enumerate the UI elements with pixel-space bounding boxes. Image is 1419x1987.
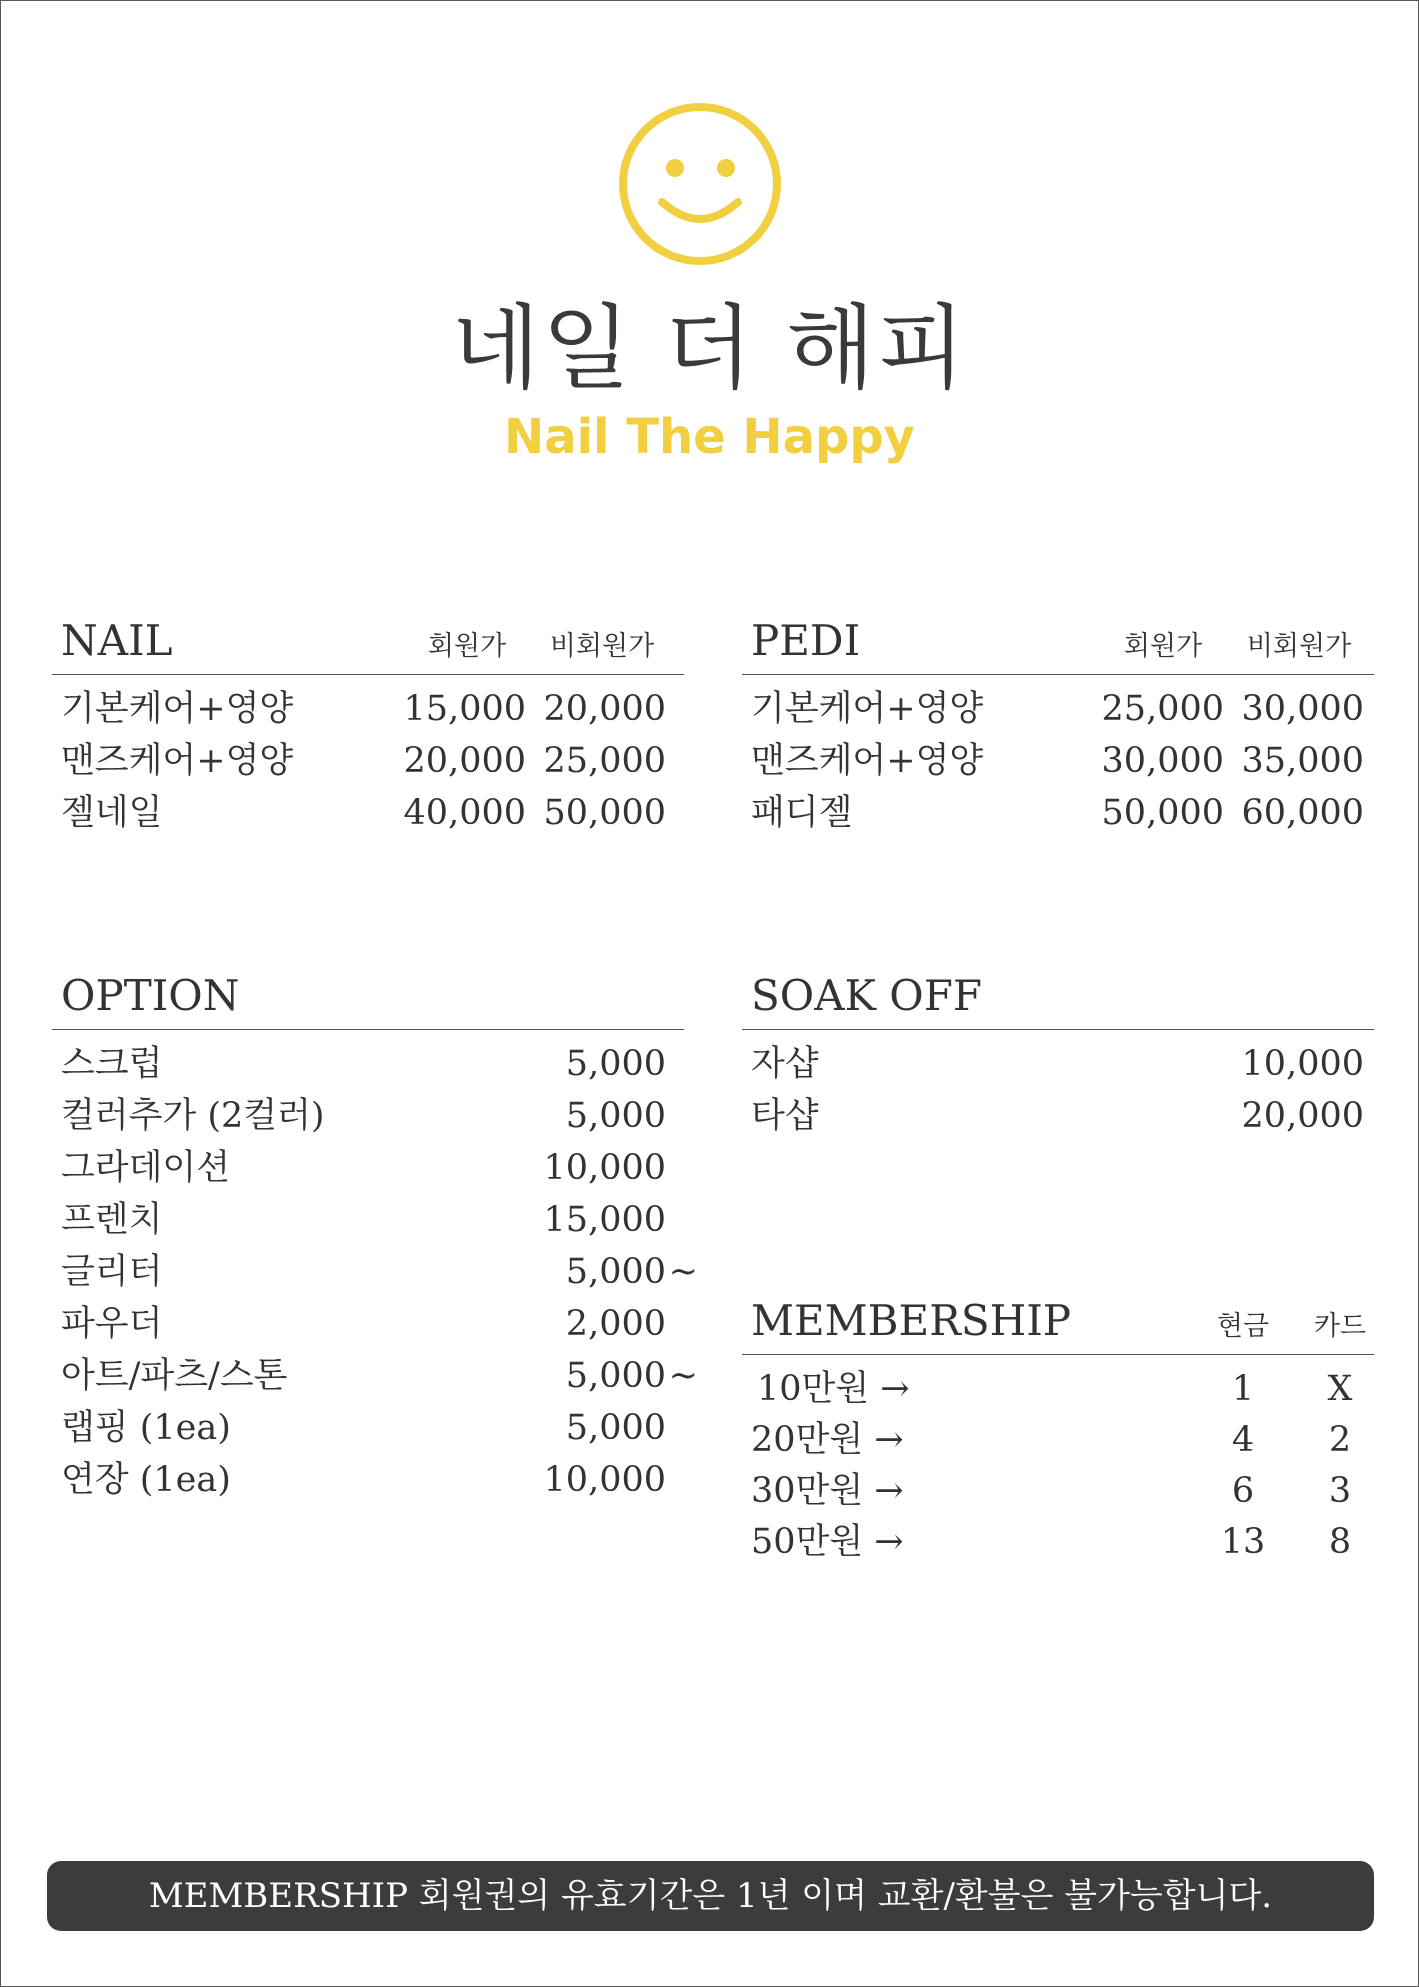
section-title: PEDI xyxy=(751,616,861,665)
service-name: 패디젤 xyxy=(751,793,853,833)
price: 10,000 xyxy=(543,1148,666,1188)
section-title: MEMBERSHIP xyxy=(751,1296,1072,1345)
pedi-section xyxy=(742,616,1374,839)
membership-amount: 50만원 → xyxy=(751,1522,904,1562)
price-row xyxy=(52,735,684,787)
shop-title-english: Nail The Happy xyxy=(504,409,915,465)
non-member-price-header: 비회원가 xyxy=(1246,631,1352,662)
membership-amount: 30만원 → xyxy=(751,1471,904,1511)
shop-title-korean: 네일 더 해피 xyxy=(451,295,968,402)
non-member-price: 50,000 xyxy=(543,793,666,833)
non-member-price: 20,000 xyxy=(543,689,666,729)
price-row xyxy=(742,735,1374,787)
price: 15,000 xyxy=(543,1200,666,1240)
option-section xyxy=(52,971,698,1506)
pedi-header xyxy=(742,616,1374,675)
service-name: 그라데이션 xyxy=(61,1148,231,1188)
cash-bonus: 1 xyxy=(1231,1369,1255,1409)
membership-section xyxy=(742,1296,1374,1567)
nail-price-list xyxy=(52,675,684,839)
price-row xyxy=(52,1350,698,1402)
cash-header: 현금 xyxy=(1216,1311,1270,1342)
membership-list xyxy=(742,1355,1374,1567)
soak-off-header xyxy=(742,971,1374,1030)
option-header xyxy=(52,971,684,1030)
service-name: 젤네일 xyxy=(61,793,163,833)
price-row xyxy=(742,787,1374,839)
member-price: 20,000 xyxy=(403,741,526,781)
member-price: 50,000 xyxy=(1101,793,1224,833)
membership-notice-banner: MEMBERSHIP 회원권의 유효기간은 1년 이며 교환/환불은 불가능합니다. xyxy=(47,1861,1374,1931)
soak-off-price-list xyxy=(742,1030,1374,1142)
member-price: 30,000 xyxy=(1101,741,1224,781)
section-title: OPTION xyxy=(61,971,240,1020)
price: 10,000 xyxy=(543,1460,666,1500)
service-name: 스크럽 xyxy=(61,1044,163,1084)
price: 5,000 xyxy=(565,1252,666,1292)
price-suffix: ~ xyxy=(668,1356,698,1396)
non-member-price: 35,000 xyxy=(1241,741,1364,781)
membership-amount: 20만원 → xyxy=(751,1420,904,1460)
cash-bonus: 6 xyxy=(1231,1471,1255,1511)
member-price: 15,000 xyxy=(403,689,526,729)
service-name: 컬러추가 (2컬러) xyxy=(61,1096,325,1136)
member-price-header: 회원가 xyxy=(427,631,507,662)
service-name: 자샵 xyxy=(751,1044,819,1084)
cash-bonus: 13 xyxy=(1220,1522,1266,1562)
price-row xyxy=(52,1142,684,1194)
service-name: 기본케어+영양 xyxy=(751,689,984,729)
card-bonus: 2 xyxy=(1328,1420,1352,1460)
membership-row xyxy=(742,1465,1374,1516)
membership-amount: 10만원 → xyxy=(757,1369,910,1409)
service-name: 기본케어+영양 xyxy=(61,689,294,729)
price: 2,000 xyxy=(565,1304,666,1344)
member-price: 25,000 xyxy=(1101,689,1224,729)
pedi-price-list xyxy=(742,675,1374,839)
service-name: 연장 (1ea) xyxy=(61,1460,231,1500)
member-price-header: 회원가 xyxy=(1123,631,1203,662)
price-row xyxy=(52,1298,684,1350)
membership-row xyxy=(742,1363,1374,1414)
price: 5,000 xyxy=(565,1096,666,1136)
price-row xyxy=(742,1038,1374,1090)
section-title: SOAK OFF xyxy=(751,971,982,1020)
card-bonus: 3 xyxy=(1328,1471,1352,1511)
nail-section xyxy=(52,616,684,839)
price-row xyxy=(52,683,684,735)
price-suffix: ~ xyxy=(668,1252,698,1292)
price-row xyxy=(52,1454,684,1506)
price-row xyxy=(52,1194,684,1246)
non-member-price-header: 비회원가 xyxy=(549,631,655,662)
price-row xyxy=(52,787,684,839)
service-name: 아트/파츠/스톤 xyxy=(61,1356,288,1396)
service-name: 글리터 xyxy=(61,1252,163,1292)
service-name: 맨즈케어+영양 xyxy=(751,741,984,781)
price-row xyxy=(742,1090,1374,1142)
card-header: 카드 xyxy=(1313,1311,1367,1342)
price: 20,000 xyxy=(1241,1096,1364,1136)
price-row xyxy=(52,1090,684,1142)
price-row xyxy=(742,683,1374,735)
price-row xyxy=(52,1246,698,1298)
membership-row xyxy=(742,1516,1374,1567)
non-member-price: 60,000 xyxy=(1241,793,1364,833)
price-row xyxy=(52,1038,684,1090)
member-price: 40,000 xyxy=(403,793,526,833)
service-name: 맨즈케어+영양 xyxy=(61,741,294,781)
smiley-face-icon xyxy=(618,102,782,266)
service-name: 랩핑 (1ea) xyxy=(61,1408,231,1448)
option-price-list xyxy=(52,1030,698,1506)
section-title: NAIL xyxy=(61,616,173,665)
cash-bonus: 4 xyxy=(1231,1420,1255,1460)
price: 5,000 xyxy=(565,1044,666,1084)
price: 10,000 xyxy=(1241,1044,1364,1084)
non-member-price: 30,000 xyxy=(1241,689,1364,729)
service-name: 프렌치 xyxy=(61,1200,163,1240)
card-bonus: X xyxy=(1327,1369,1353,1409)
price: 5,000 xyxy=(565,1408,666,1448)
price-row xyxy=(52,1402,684,1454)
service-name: 타샵 xyxy=(751,1096,819,1136)
service-name: 파우더 xyxy=(61,1304,163,1344)
price: 5,000 xyxy=(565,1356,666,1396)
membership-header xyxy=(742,1296,1374,1355)
soak-off-section xyxy=(742,971,1374,1142)
non-member-price: 25,000 xyxy=(543,741,666,781)
card-bonus: 8 xyxy=(1328,1522,1352,1562)
membership-row xyxy=(742,1414,1374,1465)
nail-header xyxy=(52,616,684,675)
